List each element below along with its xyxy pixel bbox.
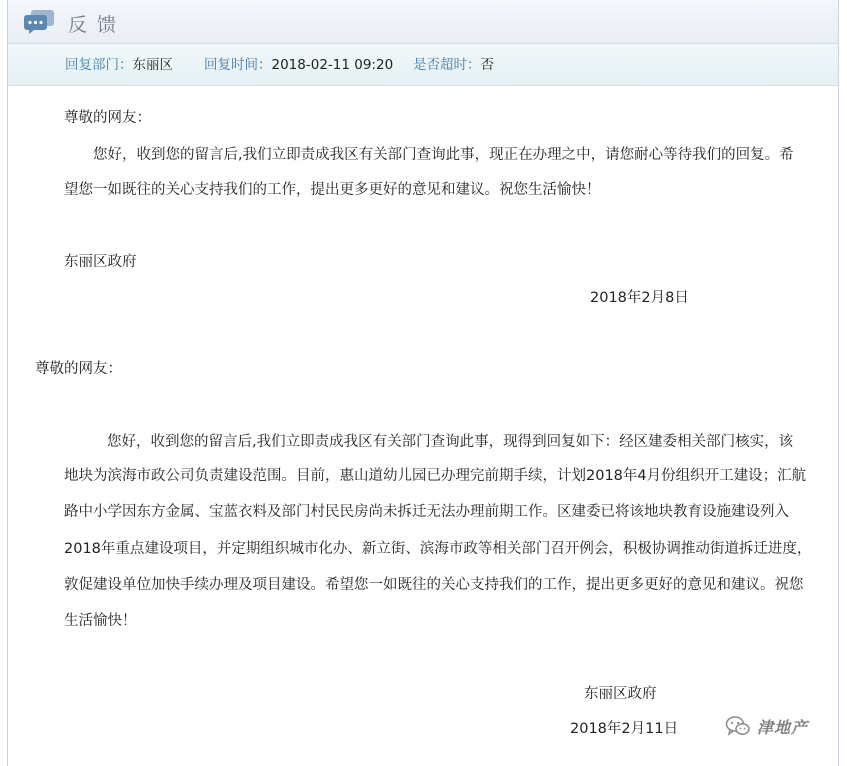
watermark-text: 津地产 bbox=[757, 717, 809, 737]
reply-body-line: 望您一如既往的关心支持我们的工作，提出更多更好的意见和建议。祝您生活愉快！ bbox=[64, 182, 601, 198]
reply-department bbox=[65, 44, 173, 86]
reply-time-label: 回复时间： bbox=[204, 57, 272, 73]
reply-body-line: 敦促建设单位加快手续办理及项目建设。希望您一如既往的关心支持我们的工作，提出更多更好的意见和建议。祝您 bbox=[64, 577, 804, 593]
reply-greeting: 尊敬的网友： bbox=[64, 110, 151, 126]
reply-body-line: 地块为滨海市政公司负责建设范围。目前，惠山道幼儿园已办理完前期手续，计划2018年4月份组织开工建设；汇航 bbox=[64, 468, 807, 484]
reply-greeting: 尊敬的网友： bbox=[35, 361, 122, 377]
overtime-label: 是否超时： bbox=[413, 57, 481, 73]
reply-body-line: 路中小学因东方金属、宝蓝衣料及部门村民民房尚未拆迁无法办理前期工作。区建委已将该地块教育设施建设列入 bbox=[64, 504, 789, 520]
reply-time bbox=[204, 44, 393, 86]
reply-signature: 东丽区政府 bbox=[64, 254, 137, 270]
reply-body-line: 2018年重点建设项目，并定期组织城市化办、新立街、滨海市政等相关部门召开例会，积极协调推动街道拆迁进度， bbox=[64, 541, 812, 557]
reply-department-label: 回复部门： bbox=[65, 57, 133, 73]
reply-time-value: 2018-02-11 09:20 bbox=[271, 57, 394, 73]
overtime-value: 否 bbox=[480, 57, 494, 73]
reply-department-value: 东丽区 bbox=[132, 57, 173, 73]
reply-meta-bar bbox=[8, 44, 838, 86]
reply-body-line: 生活愉快！ bbox=[64, 613, 137, 629]
chat-bubble-icon bbox=[22, 9, 56, 35]
overtime-status bbox=[413, 44, 494, 86]
wechat-icon bbox=[725, 715, 751, 737]
reply-body-line: 您好，收到您的留言后,我们立即责成我区有关部门查询此事，现得到回复如下：经区建委相关部门核实，该 bbox=[107, 434, 794, 450]
title-bar bbox=[8, 0, 838, 44]
reply-body-line: 您好，收到您的留言后,我们立即责成我区有关部门查询此事，现正在办理之中，请您耐心等待我们的回复。希 bbox=[93, 147, 794, 163]
page-title: 反 馈 bbox=[68, 14, 119, 36]
watermark bbox=[725, 712, 808, 740]
reply-signature: 东丽区政府 bbox=[584, 686, 657, 702]
reply-date: 2018年2月11日 bbox=[570, 721, 679, 737]
reply-date: 2018年2月8日 bbox=[590, 290, 689, 306]
